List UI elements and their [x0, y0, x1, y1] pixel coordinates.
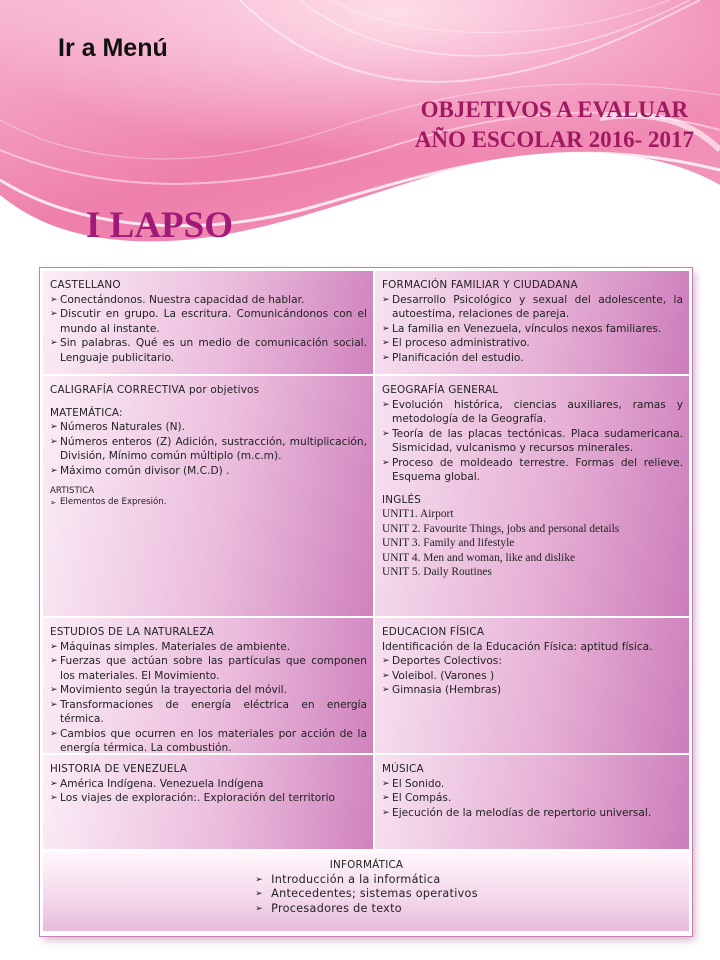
list-item: ➢ Gimnasia (Hembras) — [382, 683, 683, 698]
cell-castellano — [42, 270, 374, 375]
list-item: ➢ América Indígena. Venezuela Indígena — [50, 777, 367, 792]
list-item: ➢ Teoría de las placas tectónicas. Placa sudamericana. Sismicidad, vulcanismo y recursos minerales. — [382, 427, 683, 456]
title-line-2: AÑO ESCOLAR 2016- 2017 — [414, 127, 694, 152]
list-item: ➢ Discutir en grupo. La escritura. Comunicándonos con el mundo al instante. — [50, 307, 367, 336]
cell-educacion-fisica — [374, 617, 690, 754]
cell-heading: ESTUDIOS DE LA NATURALEZA — [50, 626, 215, 638]
list-item: ➢ Ejecución de la melodías de repertorio universal. — [382, 806, 683, 821]
cell-naturaleza — [42, 617, 374, 754]
cell-subheading: Identificación de la Educación Física: aptitud física. — [382, 640, 653, 653]
item-list — [255, 873, 478, 917]
item-list — [50, 420, 367, 478]
lapso-heading: I LAPSO — [86, 205, 234, 246]
cell-geografia-ingles — [374, 375, 690, 617]
list-item: ➢ Antecedentes; sistemas operativos — [255, 887, 478, 902]
list-item: ➢ Movimiento según la trayectoria del móvil. — [50, 683, 367, 698]
cell-informatica — [42, 850, 690, 932]
list-item: ➢ La familia en Venezuela, vínculos nexos familiares. — [382, 322, 683, 337]
cell-heading: CASTELLANO — [50, 279, 121, 291]
title-line-1: OBJETIVOS A EVALUAR — [420, 97, 689, 122]
subject-heading: INGLÉS — [382, 493, 422, 506]
item-list — [50, 777, 367, 806]
item-list — [382, 654, 683, 698]
item-list — [382, 293, 683, 366]
item-list — [50, 293, 367, 366]
menu-link[interactable]: Ir a Menú — [58, 34, 168, 62]
list-item: ➢ Proceso de moldeado terrestre. Formas del relieve. Esquema global. — [382, 456, 683, 485]
list-item: ➢ El Compás. — [382, 791, 683, 806]
item-list — [50, 640, 367, 755]
cell-heading: FORMACIÓN FAMILIAR Y CIUDADANA — [382, 279, 578, 291]
item-list — [50, 497, 367, 508]
cell-musica — [374, 754, 690, 850]
item-list — [382, 398, 683, 485]
unit-line: UNIT 2. Favourite Things, jobs and personal details — [382, 522, 620, 535]
unit-line: UNIT 5. Daily Routines — [382, 566, 492, 578]
list-item: ➢ Transformaciones de energía eléctrica en energía térmica. — [50, 698, 367, 727]
cell-heading: INFORMÁTICA — [329, 859, 404, 871]
list-item: ➢ Voleibol. (Varones ) — [382, 669, 683, 684]
cell-heading: MÚSICA — [382, 763, 424, 775]
cell-caligrafia-matematica — [42, 375, 374, 617]
unit-line: UNIT 4. Men and woman, like and dislike — [382, 551, 576, 564]
objectives-table — [40, 268, 692, 936]
item-list — [382, 777, 683, 821]
list-item: ➢ Máximo común divisor (M.C.D) . — [50, 464, 367, 479]
list-item: ➢ Deportes Colectivos: — [382, 654, 683, 669]
list-item: ➢ Desarrollo Psicológico y sexual del adolescente, la autoestima, relaciones de pareja. — [382, 293, 683, 322]
list-item: ➢ Máquinas simples. Materiales de ambiente. — [50, 640, 367, 655]
list-item: ➢ Elementos de Expresión. — [50, 497, 367, 508]
list-item: ➢ Cambios que ocurren en los materiales por acción de la energía térmica. La combustión. — [50, 727, 367, 755]
list-item: ➢ Planificación del estudio. — [382, 351, 683, 366]
page-title — [415, 95, 694, 155]
list-item: ➢ Conectándonos. Nuestra capacidad de hablar. — [50, 293, 367, 308]
list-item: ➢ Números Naturales (N). — [50, 420, 367, 435]
cell-formacion — [374, 270, 690, 375]
list-item: ➢ El Sonido. — [382, 777, 683, 792]
cell-heading: EDUCACION FÍSICA — [382, 626, 485, 638]
list-item: ➢ Evolución histórica, ciencias auxiliares, ramas y metodología de la Geografía. — [382, 398, 683, 427]
list-item: ➢ Los viajes de exploración:. Exploración del territorio — [50, 791, 367, 806]
subject-heading: ARTISTICA — [50, 486, 95, 496]
cell-heading: CALIGRAFÍA CORRECTIVA por objetivos — [50, 384, 260, 396]
list-item: ➢ El proceso administrativo. — [382, 336, 683, 351]
list-item: ➢ Introducción a la informática — [255, 873, 478, 888]
cell-historia — [42, 754, 374, 850]
list-item: ➢ Procesadores de texto — [255, 902, 478, 917]
cell-heading: HISTORIA DE VENEZUELA — [50, 763, 188, 775]
list-item: ➢ Sin palabras. Qué es un medio de comunicación social. Lenguaje publicitario. — [50, 336, 367, 365]
unit-line: UNIT1. Airport — [382, 508, 454, 520]
subject-heading: MATEMÁTICA: — [50, 406, 123, 419]
unit-line: UNIT 3. Family and lifestyle — [382, 537, 515, 549]
list-item: ➢ Fuerzas que actúan sobre las partículas que componen los materiales. El Movimiento. — [50, 654, 367, 683]
list-item: ➢ Números enteros (Z) Adición, sustracción, multiplicación, División, Mínimo común múltiplo (m.c.m). — [50, 435, 367, 464]
cell-heading: GEOGRAFÍA GENERAL — [382, 384, 499, 396]
